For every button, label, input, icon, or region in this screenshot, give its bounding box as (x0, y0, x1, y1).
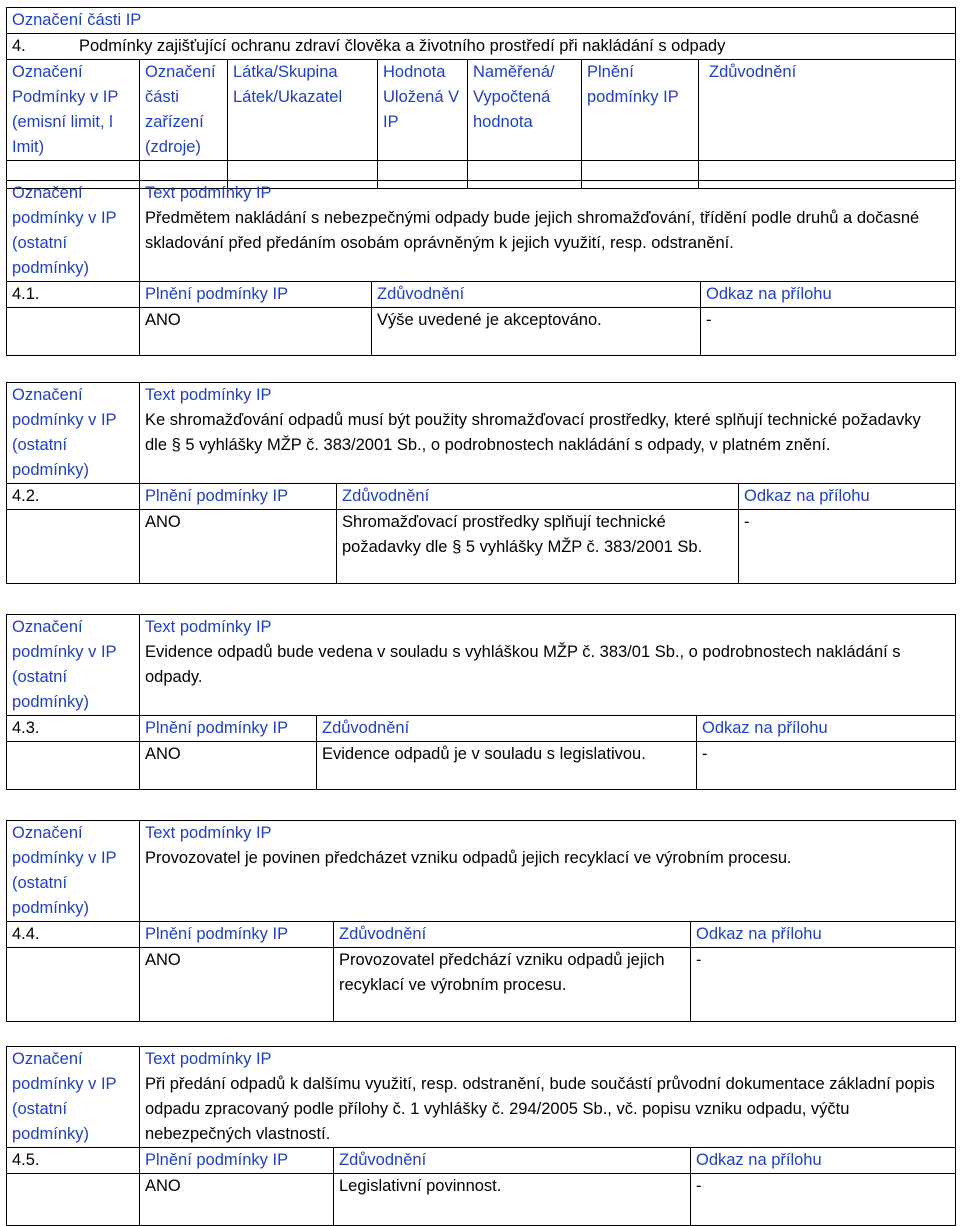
justification-value: Legislativní povinnost. (334, 1174, 691, 1226)
header-part: Označení části zařízení (zdroje) (140, 60, 228, 161)
condition-table (6, 382, 956, 584)
attachment-header: Odkaz na přílohu (739, 484, 956, 510)
justification-value: Výše uvedené je akceptováno. (372, 308, 701, 356)
condition-text: Provozovatel je povinen předcházet vzniku odpadů jejich recyklací ve výrobním procesu. (145, 849, 792, 867)
attachment-header: Odkaz na přílohu (691, 1148, 956, 1174)
fulfilment-header: Plnění podmínky IP (140, 922, 334, 948)
fulfilment-value: ANO (140, 1174, 334, 1226)
condition-text-header: Text podmínky IP (145, 618, 272, 636)
justification-value: Evidence odpadů je v souladu s legislativou. (317, 742, 697, 790)
condition-text-header: Text podmínky IP (145, 824, 272, 842)
header-condition-id: Označení Podmínky v IP (emisní limit, l Imit) (7, 60, 140, 161)
emission-conditions-table (6, 7, 956, 189)
header-fulfilment: Plnění podmínky IP (582, 60, 699, 161)
condition-text-cell (140, 821, 956, 922)
condition-text-header: Text podmínky IP (145, 386, 272, 404)
condition-text: Ke shromažďování odpadů musí být použity shromažďovací prostředky, které splňují technické požadavky dle § 5 vyhlášky MŽP č. 383/2001 Sb., o podrobnostech nakládání s odpady, v platném znění. (145, 411, 921, 454)
header-justification: Zdůvodnění (699, 60, 956, 161)
attachment-value: - (697, 742, 956, 790)
condition-number: 4.2. (7, 484, 140, 510)
condition-table (6, 614, 956, 790)
fulfilment-header: Plnění podmínky IP (140, 1148, 334, 1174)
empty-cell (7, 510, 140, 584)
condition-table (6, 180, 956, 356)
condition-id-label: Označení podmínky v IP (ostatní podmínky) (7, 821, 140, 922)
justification-header: Zdůvodnění (317, 716, 697, 742)
condition-text: Evidence odpadů bude vedena v souladu s vyhláškou MŽP č. 383/01 Sb., o podrobnostech nakládání s odpady. (145, 643, 901, 686)
condition-table (6, 820, 956, 1022)
header-stored-value: Hodnota Uložená V IP (378, 60, 468, 161)
justification-header: Zdůvodnění (337, 484, 739, 510)
empty-cell (7, 308, 140, 356)
attachment-value: - (691, 948, 956, 1022)
part-label: Označení části IP (7, 8, 956, 34)
attachment-value: - (691, 1174, 956, 1226)
condition-text-cell (140, 383, 956, 484)
condition-id-label: Označení podmínky v IP (ostatní podmínky) (7, 615, 140, 716)
fulfilment-header: Plnění podmínky IP (140, 282, 372, 308)
header-measured-value: Naměřená/ Vypočtená hodnota (468, 60, 582, 161)
section-title-text: Podmínky zajišťující ochranu zdraví člověka a životního prostředí při nakládání s odpady (78, 37, 726, 55)
condition-text-header: Text podmínky IP (145, 184, 272, 202)
header-substance: Látka/Skupina Látek/Ukazatel (228, 60, 378, 161)
attachment-value: - (739, 510, 956, 584)
attachment-value: - (701, 308, 956, 356)
empty-cell (7, 742, 140, 790)
condition-number: 4.3. (7, 716, 140, 742)
justification-header: Zdůvodnění (334, 922, 691, 948)
condition-number: 4.5. (7, 1148, 140, 1174)
empty-cell (7, 1174, 140, 1226)
justification-header: Zdůvodnění (334, 1148, 691, 1174)
fulfilment-header: Plnění podmínky IP (140, 716, 317, 742)
fulfilment-value: ANO (140, 510, 337, 584)
fulfilment-value: ANO (140, 308, 372, 356)
fulfilment-value: ANO (140, 742, 317, 790)
justification-value: Provozovatel předchází vzniku odpadů jejich recyklací ve výrobním procesu. (334, 948, 691, 1022)
justification-value: Shromažďovací prostředky splňují technické požadavky dle § 5 vyhlášky MŽP č. 383/2001 Sb. (337, 510, 739, 584)
condition-text: Předmětem nakládání s nebezpečnými odpady bude jejich shromažďování, třídění podle druhů a dočasné skladování před předáním osobám oprávněným k jejich využití, resp. odstranění. (145, 209, 920, 252)
condition-text-header: Text podmínky IP (145, 1050, 272, 1068)
attachment-header: Odkaz na přílohu (697, 716, 956, 742)
attachment-header: Odkaz na přílohu (701, 282, 956, 308)
condition-text-cell (140, 615, 956, 716)
condition-text-cell (140, 181, 956, 282)
condition-id-label: Označení podmínky v IP (ostatní podmínky) (7, 383, 140, 484)
condition-number: 4.4. (7, 922, 140, 948)
condition-text-cell (140, 1047, 956, 1148)
condition-id-label: Označení podmínky v IP (ostatní podmínky) (7, 1047, 140, 1148)
condition-number: 4.1. (7, 282, 140, 308)
section-title (7, 34, 956, 60)
condition-text: Při předání odpadů k dalšímu využití, resp. odstranění, bude součástí průvodní dokumentace základní popis odpadu zpracovaný podle přílohy č. 1 vyhlášky č. 294/2005 Sb., vč. popisu vzniku odpadu, výčtu nebezpečných vlastností. (145, 1075, 935, 1143)
condition-id-label: Označení podmínky v IP (ostatní podmínky) (7, 181, 140, 282)
fulfilment-value: ANO (140, 948, 334, 1022)
fulfilment-header: Plnění podmínky IP (140, 484, 337, 510)
condition-table (6, 1046, 956, 1226)
empty-cell (7, 948, 140, 1022)
justification-header: Zdůvodnění (372, 282, 701, 308)
section-number: 4. (12, 37, 26, 55)
attachment-header: Odkaz na přílohu (691, 922, 956, 948)
